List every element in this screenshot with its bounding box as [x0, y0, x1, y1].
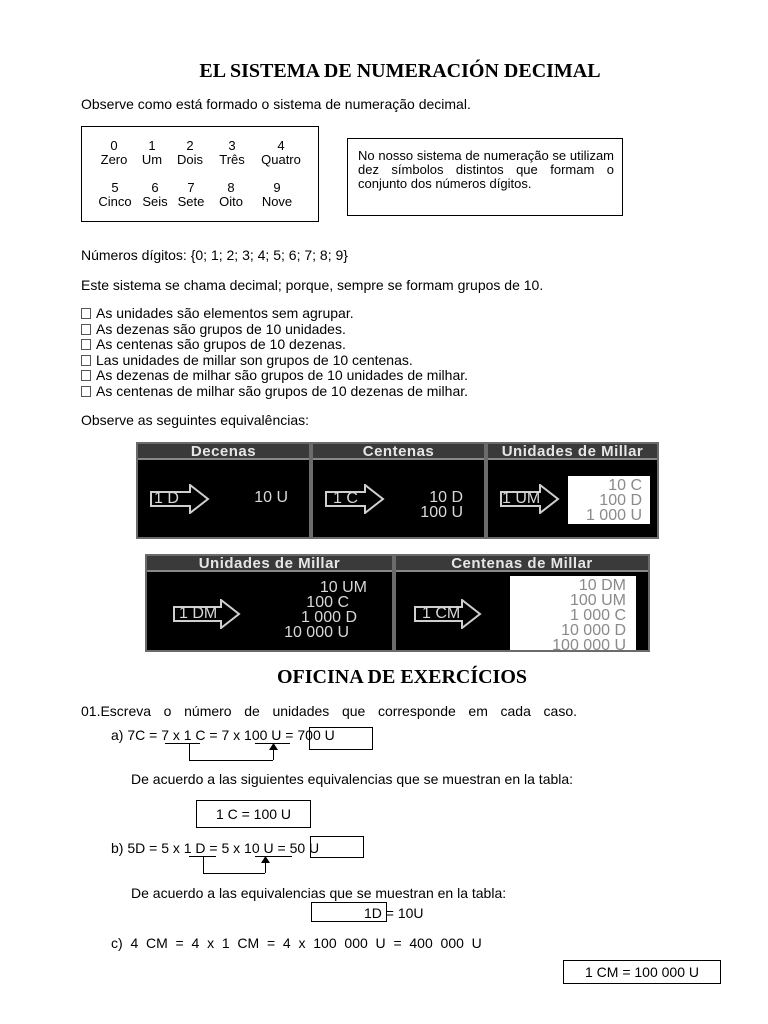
list-item: [81, 337, 468, 353]
digit-num: 2: [186, 138, 194, 153]
equivalence-text: 1D = 10U: [364, 905, 424, 921]
bullet-text: As unidades são elementos sem agrupar.: [96, 305, 354, 321]
exercise-a: a) 7C = 7 x 1 C = 7 x 100 U = 700 U: [111, 727, 335, 743]
panel-value: 100 000 U: [552, 637, 626, 654]
bracket-line: [203, 857, 204, 873]
panel-decenas: [136, 442, 311, 539]
list-item: [81, 384, 468, 400]
exercise-01: 01.Escreva o número de unidades que corresponde em cada caso.: [81, 703, 577, 719]
digit-name: Cinco: [98, 194, 132, 209]
panel-dezenas-millar: [145, 554, 394, 652]
arrow-label: 1 C: [333, 490, 358, 507]
exercise-a-note: De acuerdo a las siguientes equivalencias que se muestran en la tabla:: [131, 771, 574, 787]
page-title: EL SISTEMA DE NUMERACIÓN DECIMAL: [199, 60, 601, 82]
list-item: [81, 353, 468, 369]
exercise-c: c) 4 CM = 4 x 1 CM = 4 x 100 000 U = 400 000 U: [111, 935, 482, 951]
panel-value: 10 UM: [319, 579, 367, 596]
digit-name: Seis: [142, 194, 168, 209]
digit-num: 1: [148, 138, 156, 153]
digit-num: 8: [227, 180, 235, 195]
underline: [165, 743, 200, 744]
panel-value: 10 U: [254, 489, 288, 506]
panel-value: 100 U: [420, 504, 463, 521]
checkbox-icon: [81, 355, 91, 366]
panel-value: 1 000 U: [585, 507, 642, 524]
panel-centenas: [311, 442, 486, 539]
panel-value: 100 UM: [569, 592, 626, 609]
bullet-text: As dezenas de milhar são grupos de 10 unidades de milhar.: [96, 367, 469, 383]
panel-centenas-millar: [394, 554, 650, 652]
digit-num: 7: [187, 180, 195, 195]
arrow-up-icon: [269, 743, 278, 750]
bullet-text: As centenas de milhar são grupos de 10 dezenas de milhar.: [96, 382, 469, 399]
digit-num: 4: [277, 138, 285, 153]
panel-value: 100 D: [599, 492, 642, 509]
note-text: No nosso sistema de numeração se utilizam dez símbolos distintos que formam o conjunto dos números dígitos.: [358, 148, 614, 191]
list-item: [81, 306, 468, 322]
bullet-text: Las unidades de millar son grupos de 10 centenas.: [96, 351, 413, 368]
checkbox-icon: [81, 308, 91, 319]
arrow-label: 1 DM: [179, 605, 218, 622]
digit-name: Um: [141, 152, 163, 167]
digit-name: Nove: [261, 194, 293, 209]
exercise-b: b) 5D = 5 x 1 D = 5 x 10 U = 50 U: [111, 840, 320, 856]
panel-value: 10 D: [429, 489, 463, 506]
bracket-line: [189, 760, 273, 761]
answer-box: [309, 727, 373, 750]
digit-num: 0: [110, 138, 118, 153]
bullet-list: [81, 306, 468, 399]
digits-set: Números dígitos: {0; 1; 2; 3; 4; 5; 6; 7; 8; 9}: [81, 247, 348, 263]
panel-header: Unidades de Millar: [147, 556, 392, 572]
answer-box: [310, 836, 364, 858]
equiv-intro: Observe as seguintes equivalências:: [81, 412, 310, 428]
panel-header: Decenas: [138, 444, 309, 460]
exercise-b-note: De acuerdo a las equivalencias que se muestran en la tabla:: [131, 885, 507, 901]
panel-header: Centenas: [313, 444, 484, 460]
bracket-line: [189, 744, 190, 760]
digit-name: Três: [219, 152, 245, 167]
panel-value: 10 C: [608, 477, 642, 494]
arrow-label: 1 CM: [422, 605, 461, 622]
checkbox-icon: [81, 386, 91, 397]
panel-value: 10 000 U: [284, 624, 349, 641]
panel-value: 1 000 C: [569, 607, 626, 624]
digit-num: 9: [273, 180, 281, 195]
equivalence-text: 1 CM = 100 000 U: [584, 964, 699, 980]
digit-name: Sete: [177, 194, 205, 209]
panel-value-box: [568, 476, 650, 524]
bullet-text: As dezenas são grupos de 10 unidades.: [96, 320, 346, 337]
arrow-up-icon: [261, 856, 270, 863]
checkbox-icon: [81, 339, 91, 350]
list-item: [81, 368, 468, 384]
arrow-label: 1 D: [154, 490, 179, 507]
equivalence-text: 1 C = 100 U: [215, 806, 292, 822]
digit-num: 6: [151, 180, 159, 195]
panel-header: Centenas de Millar: [396, 556, 648, 572]
digit-name: Dois: [176, 152, 203, 167]
decimal-text: Este sistema se chama decimal; porque, sempre se formam grupos de 10.: [81, 277, 544, 293]
bracket-line: [203, 873, 265, 874]
bullet-text: As centenas são grupos de 10 dezenas.: [96, 336, 346, 352]
panel-value: 10 000 D: [561, 622, 626, 639]
digit-name: Zero: [100, 152, 128, 167]
list-item: [81, 322, 468, 338]
workshop-title: OFICINA DE EXERCÍCIOS: [276, 666, 528, 688]
panel-value: 100 C: [306, 594, 349, 611]
digit-num: 3: [228, 138, 236, 153]
panel-value: 10 DM: [578, 577, 626, 594]
digit-name: Oito: [219, 194, 243, 209]
panel-value: 1 000 D: [300, 609, 357, 626]
panel-value-box: [510, 576, 636, 654]
panel-unidades-millar: [486, 442, 659, 539]
digit-name: Quatro: [261, 152, 301, 167]
intro-text: Observe como está formado o sistema de numeração decimal.: [81, 96, 471, 112]
checkbox-icon: [81, 370, 91, 381]
digit-num: 5: [111, 180, 119, 195]
panel-header: Unidades de Millar: [488, 444, 657, 460]
checkbox-icon: [81, 324, 91, 335]
arrow-label: 1 UM: [502, 490, 541, 507]
